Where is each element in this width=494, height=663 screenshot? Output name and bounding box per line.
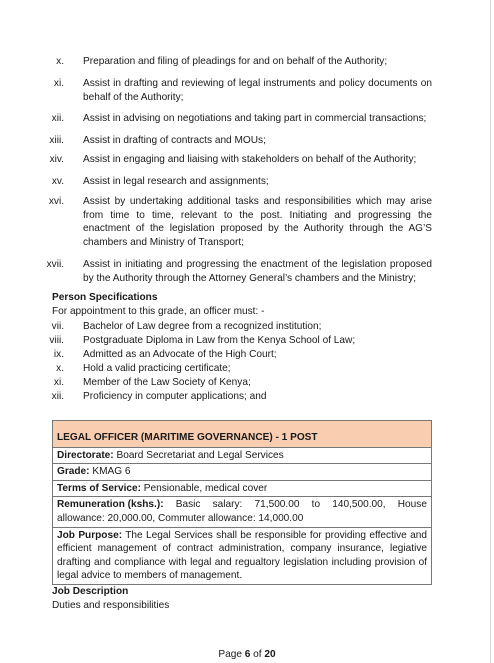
list-text: Assist in initiating and progressing the enactment of the legislation proposed by the Authority through the Attorney General’s chambers and the Ministry; [83, 259, 432, 284]
job-purpose-label: Job Purpose: [57, 529, 123, 541]
page-footer [0, 649, 494, 660]
section-intro: For appointment to this grade, an officer must: - [52, 306, 265, 317]
remuneration-row [53, 496, 431, 526]
list-number: x. [56, 363, 64, 374]
list-text: Admitted as an Advocate of the High Court; [83, 349, 277, 360]
terms-value: Pensionable, medical cover [143, 482, 268, 494]
list-text: Postgraduate Diploma in Law from the Kenya School of Law; [83, 335, 356, 346]
remuneration-word: 71,500.00 [254, 499, 300, 511]
remuneration-word: House [397, 499, 427, 511]
list-number: xi. [53, 377, 64, 388]
list-number: vii. [51, 321, 64, 332]
footer-of: of [250, 649, 265, 660]
remuneration-word: 140,500.00, [332, 499, 386, 511]
list-text: Preparation and filing of pleadings for and on behalf of the Authority; [83, 56, 388, 67]
remuneration-label: Remuneration (kshs.): [57, 499, 164, 511]
section-heading: Person Specifications [52, 292, 158, 303]
remuneration-line-1 [57, 498, 427, 512]
remuneration-word: Basic [175, 499, 201, 511]
grade-row [53, 463, 431, 480]
post-details-table [52, 420, 432, 585]
job-purpose-text: The Legal Services shall be responsible for providing effective and efficient management of contract administration, company insurance, legiative drafting and compliance with legal and regualtory legislation including provision of legal advice to members of management. [57, 529, 427, 582]
list-number: viii. [49, 335, 64, 346]
list-number: xii. [51, 113, 64, 124]
list-text: Hold a valid practicing certificate; [83, 363, 231, 374]
directorate-row [53, 447, 431, 464]
terms-row [53, 480, 431, 497]
grade-value: KMAG 6 [92, 466, 131, 478]
list-text: Assist in engaging and liaising with stakeholders on behalf of the Authority; [83, 154, 417, 165]
list-text: Assist in legal research and assignments; [83, 176, 269, 187]
list-number: xii. [51, 391, 64, 402]
list-number: xv. [51, 176, 64, 187]
page-edge [490, 0, 491, 663]
footer-prefix: Page [218, 649, 245, 660]
list-text: Member of the Law Society of Kenya; [83, 377, 251, 388]
job-description-heading: Job Description [52, 586, 129, 597]
list-text: Proficiency in computer applications; and [83, 391, 267, 402]
list-text: Assist by undertaking additional tasks and responsibilities which may arise from time to time, relevant to the post. Initiating and progressing the enactment of the legislation proposed by the Authority through the AG’S chambers and Ministry of Transport; [83, 196, 432, 248]
list-number: xiv. [49, 154, 64, 165]
current-page-number: 6 [244, 649, 251, 660]
grade-label: Grade: [57, 466, 90, 478]
list-number: xvii. [46, 259, 64, 270]
job-purpose-row [53, 527, 431, 584]
list-number: ix. [53, 349, 64, 360]
directorate-label: Directorate: [57, 449, 114, 461]
list-number: xiii. [49, 135, 64, 146]
total-pages: 20 [264, 649, 276, 660]
job-description-subheading: Duties and responsibilities [52, 600, 170, 611]
terms-label: Terms of Service: [57, 482, 141, 494]
list-text: Assist in drafting and reviewing of legal instruments and policy documents on behalf of the Authority; [83, 78, 432, 103]
list-number: xvi. [48, 196, 64, 207]
list-number: x. [56, 56, 64, 67]
list-text: Bachelor of Law degree from a recognized institution; [83, 321, 322, 332]
remuneration-word: salary: [212, 499, 243, 511]
list-number: xi. [53, 78, 64, 89]
list-text: Assist in drafting of contracts and MOUs; [83, 135, 266, 146]
list-text: Assist in advising on negotiations and taking part in commercial transactions; [83, 113, 427, 124]
post-title: LEGAL OFFICER (MARITIME GOVERNANCE) - 1 POST [53, 421, 431, 447]
directorate-value: Board Secretariat and Legal Services [116, 449, 284, 461]
remuneration-line-2: allowance: 20,000.00, Commuter allowance: 14,000.00 [57, 512, 304, 524]
remuneration-word: to [311, 499, 321, 511]
